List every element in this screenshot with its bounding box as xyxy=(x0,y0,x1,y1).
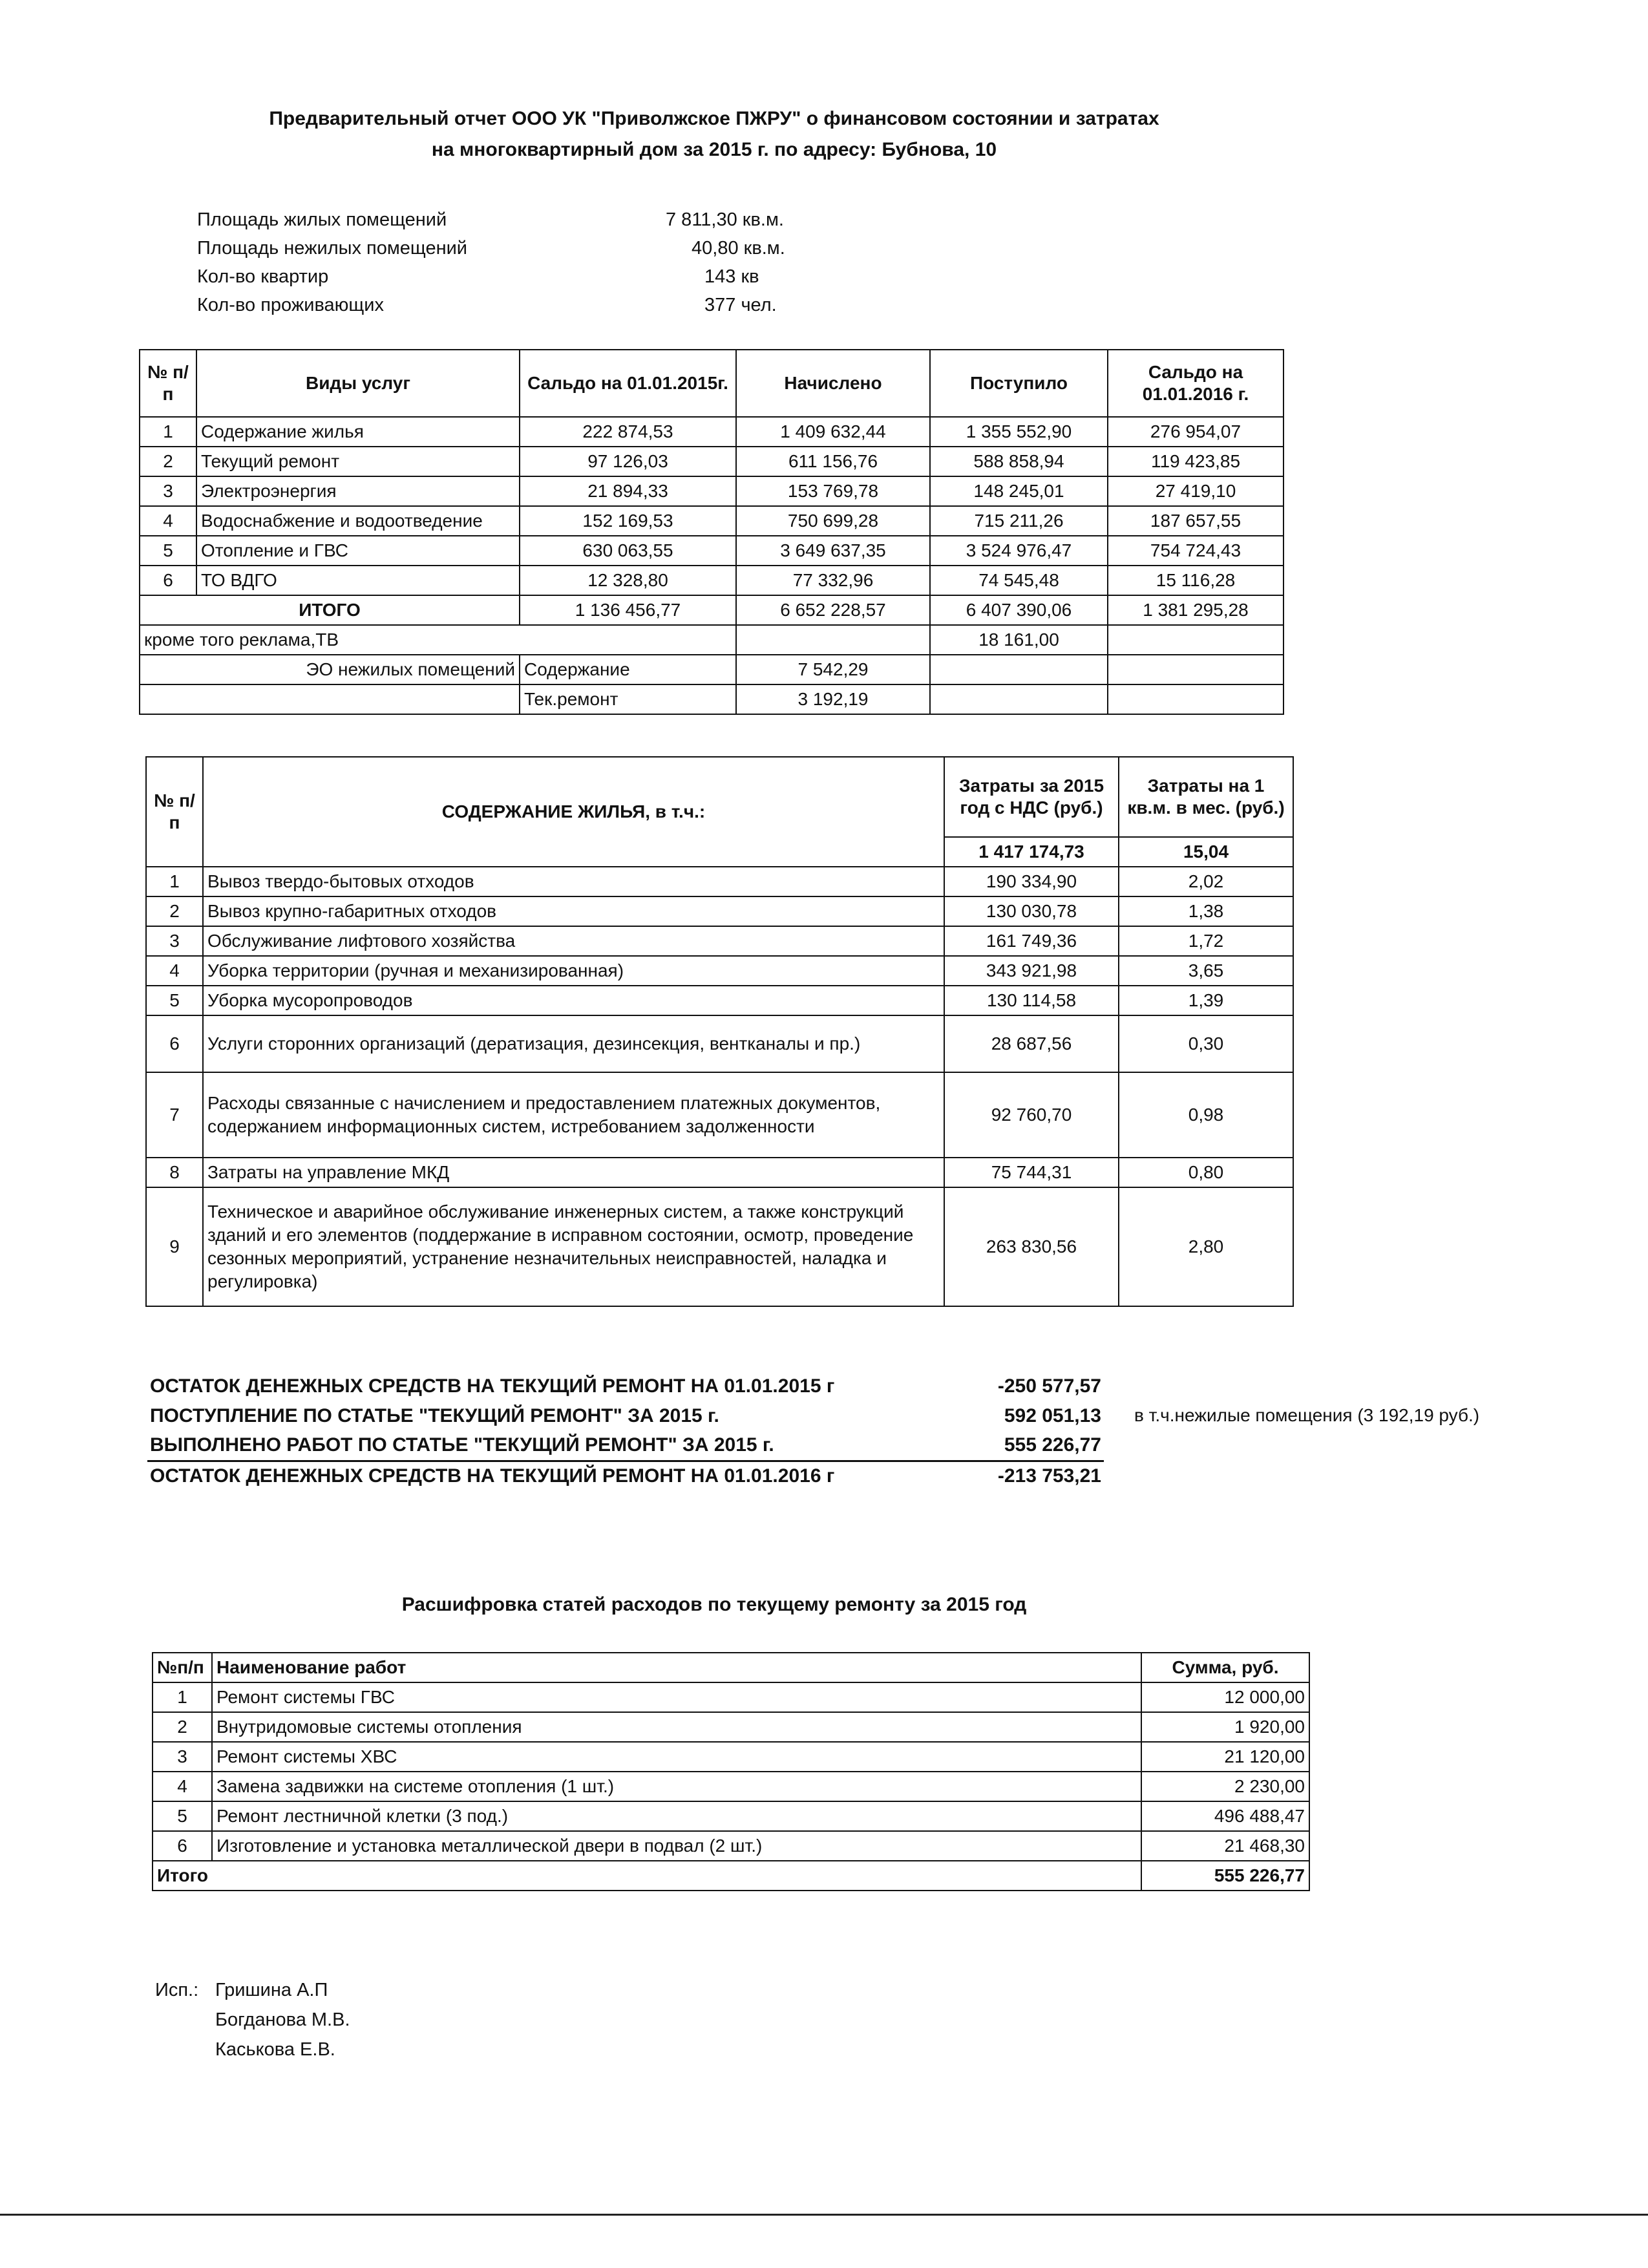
table-row xyxy=(146,956,1293,986)
info-label: Кол-во квартир xyxy=(197,266,329,287)
cell: Техническое и аварийное обслуживание инженерных систем, а также конструкций зданий и его элементов (поддержание в исправном состоянии, осмотр, проведение сезонных мероприятий, устранение незначительных неисправностей, наладка и регулировка) xyxy=(203,1187,944,1306)
cell: 1 xyxy=(140,417,196,447)
cell: 715 211,26 xyxy=(930,506,1108,536)
cell: 2 xyxy=(146,896,203,926)
num-header: № п/п xyxy=(146,757,203,867)
total-label: Итого xyxy=(153,1861,1141,1891)
cell: 12 328,80 xyxy=(520,566,736,595)
cell: 750 699,28 xyxy=(736,506,930,536)
cell: Содержание жилья xyxy=(196,417,520,447)
empty-cell xyxy=(736,625,930,655)
total-per-m2: 15,04 xyxy=(1119,837,1293,867)
cell: 1 409 632,44 xyxy=(736,417,930,447)
cell: 8 xyxy=(146,1158,203,1187)
executor-prefix: Исп.: xyxy=(155,1980,199,2000)
cell: 2,02 xyxy=(1119,867,1293,896)
cell: 754 724,43 xyxy=(1108,536,1284,566)
table-row xyxy=(146,1158,1293,1187)
cell: 15 116,28 xyxy=(1108,566,1284,595)
maintenance-table xyxy=(145,756,1294,1307)
table-header-row xyxy=(140,350,1284,417)
total-charged: 6 652 228,57 xyxy=(736,595,930,625)
cell: 7 xyxy=(146,1072,203,1158)
table-row xyxy=(153,1682,1309,1712)
table-row xyxy=(153,1831,1309,1861)
table-row xyxy=(146,896,1293,926)
cell: 4 xyxy=(153,1772,212,1801)
nonres-repair-row xyxy=(140,684,1284,714)
cell: 3 524 976,47 xyxy=(930,536,1108,566)
cell: 1,38 xyxy=(1119,896,1293,926)
cell: Ремонт системы ХВС xyxy=(212,1742,1141,1772)
bottom-rule xyxy=(0,2214,1648,2216)
cell: 630 063,55 xyxy=(520,536,736,566)
cell: 222 874,53 xyxy=(520,417,736,447)
cell: 190 334,90 xyxy=(944,867,1119,896)
cell: 12 000,00 xyxy=(1141,1682,1309,1712)
cell: 0,30 xyxy=(1119,1015,1293,1072)
report-title-line1: Предварительный отчет ООО УК "Приволжское ПЖРУ" о финансовом состоянии и затратах xyxy=(269,108,1159,129)
services-table xyxy=(139,349,1284,715)
summary-row xyxy=(147,1431,1104,1461)
cell: 2 230,00 xyxy=(1141,1772,1309,1801)
cell: Водоснабжение и водоотведение xyxy=(196,506,520,536)
executor-names xyxy=(215,1975,350,2064)
summary-row xyxy=(147,1401,1104,1431)
repair-note: в т.ч.нежилые помещения (3 192,19 руб.) xyxy=(1134,1405,1480,1425)
cell: Внутридомовые системы отопления xyxy=(212,1712,1141,1742)
total-row xyxy=(140,595,1284,625)
cell: 5 xyxy=(140,536,196,566)
nonres-maint-value: 7 542,29 xyxy=(736,655,930,684)
cell: 6 xyxy=(153,1831,212,1861)
cell: 1 xyxy=(153,1682,212,1712)
cell: 161 749,36 xyxy=(944,926,1119,956)
cell: 27 419,10 xyxy=(1108,476,1284,506)
cell: 5 xyxy=(146,986,203,1015)
cell: 611 156,76 xyxy=(736,447,930,476)
cell: Обслуживание лифтового хозяйства xyxy=(203,926,944,956)
cell: 97 126,03 xyxy=(520,447,736,476)
table-row xyxy=(153,1772,1309,1801)
cell: 1 xyxy=(146,867,203,896)
total-received: 6 407 390,06 xyxy=(930,595,1108,625)
cell: Затраты на управление МКД xyxy=(203,1158,944,1187)
cell: 5 xyxy=(153,1801,212,1831)
cell: 119 423,85 xyxy=(1108,447,1284,476)
cell: Услуги сторонних организаций (дератизация, дезинсекция, вентканалы и пр.) xyxy=(203,1015,944,1072)
cell: 152 169,53 xyxy=(520,506,736,536)
total-cost: 1 417 174,73 xyxy=(944,837,1119,867)
cell: 1 920,00 xyxy=(1141,1712,1309,1742)
table-row xyxy=(140,536,1284,566)
table-row xyxy=(153,1801,1309,1831)
summary-value: -250 577,57 xyxy=(997,1375,1101,1397)
table-header-row xyxy=(146,757,1293,837)
empty-cell xyxy=(1108,625,1284,655)
info-value: 377 чел. xyxy=(704,295,777,315)
empty-cell xyxy=(140,684,520,714)
info-label: Кол-во проживающих xyxy=(197,295,384,315)
col-num-header: № п/п xyxy=(140,350,196,417)
cell: 2,80 xyxy=(1119,1187,1293,1306)
cell: Отопление и ГВС xyxy=(196,536,520,566)
cell: 3 xyxy=(146,926,203,956)
summary-label: ОСТАТОК ДЕНЕЖНЫХ СРЕДСТВ НА ТЕКУЩИЙ РЕМОНТ НА 01.01.2015 г xyxy=(150,1375,835,1397)
cell: 3 xyxy=(140,476,196,506)
table-row xyxy=(146,926,1293,956)
cell: 4 xyxy=(140,506,196,536)
cell: 3 xyxy=(153,1742,212,1772)
cost-header: Затраты за 2015 год с НДС (руб.) xyxy=(944,757,1119,837)
executor-name: Богданова М.В. xyxy=(215,2009,350,2030)
summary-label: ПОСТУПЛЕНИЕ ПО СТАТЬЕ "ТЕКУЩИЙ РЕМОНТ" ЗА 2015 г. xyxy=(150,1405,719,1426)
empty-cell xyxy=(1108,655,1284,684)
cell: 3,65 xyxy=(1119,956,1293,986)
cell: Вывоз твердо-бытовых отходов xyxy=(203,867,944,896)
table-header-row xyxy=(153,1653,1309,1682)
cell: Ремонт системы ГВС xyxy=(212,1682,1141,1712)
col-charged-header: Начислено xyxy=(736,350,930,417)
empty-cell xyxy=(1108,684,1284,714)
summary-value: 555 226,77 xyxy=(1004,1434,1101,1456)
table-row xyxy=(140,417,1284,447)
summary-label: ОСТАТОК ДЕНЕЖНЫХ СРЕДСТВ НА ТЕКУЩИЙ РЕМОНТ НА 01.01.2016 г xyxy=(150,1465,835,1487)
nonres-maint-label: Содержание xyxy=(520,655,736,684)
col-service-header: Виды услуг xyxy=(196,350,520,417)
cell: 2 xyxy=(140,447,196,476)
executor-name: Гришина А.П xyxy=(215,1980,328,2000)
cell: 77 332,96 xyxy=(736,566,930,595)
cell: 28 687,56 xyxy=(944,1015,1119,1072)
repair-summary xyxy=(147,1372,1104,1490)
total-value: 555 226,77 xyxy=(1141,1861,1309,1891)
cell: 6 xyxy=(146,1015,203,1072)
cell: 496 488,47 xyxy=(1141,1801,1309,1831)
cell: Электроэнергия xyxy=(196,476,520,506)
table-row xyxy=(146,1187,1293,1306)
advert-label: кроме того реклама,ТВ xyxy=(140,625,736,655)
summary-row xyxy=(147,1461,1104,1490)
cell: 276 954,07 xyxy=(1108,417,1284,447)
cell: ТО ВДГО xyxy=(196,566,520,595)
cell: 75 744,31 xyxy=(944,1158,1119,1187)
summary-value: 592 051,13 xyxy=(1004,1405,1101,1426)
cell: 1,39 xyxy=(1119,986,1293,1015)
num-header: №п/п xyxy=(153,1653,212,1682)
report-title-line2: на многоквартирный дом за 2015 г. по адресу: Бубнова, 10 xyxy=(431,139,997,160)
cell: 92 760,70 xyxy=(944,1072,1119,1158)
nonres-label: ЭО нежилых помещений xyxy=(140,655,520,684)
summary-label: ВЫПОЛНЕНО РАБОТ ПО СТАТЬЕ "ТЕКУЩИЙ РЕМОНТ" ЗА 2015 г. xyxy=(150,1434,774,1456)
info-value: 143 кв xyxy=(704,266,759,287)
total-saldo-end: 1 381 295,28 xyxy=(1108,595,1284,625)
cell: Вывоз крупно-габаритных отходов xyxy=(203,896,944,926)
info-label: Площадь нежилых помещений xyxy=(197,238,468,259)
cell: 187 657,55 xyxy=(1108,506,1284,536)
info-labels xyxy=(197,206,467,319)
info-label: Площадь жилых помещений xyxy=(197,209,447,230)
executor-name: Каськова Е.В. xyxy=(215,2039,335,2060)
table-row xyxy=(153,1712,1309,1742)
sum-header: Сумма, руб. xyxy=(1141,1653,1309,1682)
info-value: 7 811,30 кв.м. xyxy=(666,209,784,230)
cell: 21 894,33 xyxy=(520,476,736,506)
table-row xyxy=(153,1742,1309,1772)
empty-cell xyxy=(930,684,1108,714)
work-header: Наименование работ xyxy=(212,1653,1141,1682)
summary-value: -213 753,21 xyxy=(997,1465,1101,1487)
cell: Уборка территории (ручная и механизированная) xyxy=(203,956,944,986)
cell: Текущий ремонт xyxy=(196,447,520,476)
repair-breakdown-title: Расшифровка статей расходов по текущему ремонту за 2015 год xyxy=(401,1594,1027,1615)
table-row xyxy=(146,986,1293,1015)
info-value: 40,80 кв.м. xyxy=(692,238,785,259)
cell: 3 649 637,35 xyxy=(736,536,930,566)
nonres-maint-row xyxy=(140,655,1284,684)
cell: 1 355 552,90 xyxy=(930,417,1108,447)
table-row xyxy=(146,867,1293,896)
table-row xyxy=(146,1015,1293,1072)
cell: 6 xyxy=(140,566,196,595)
cell: 130 030,78 xyxy=(944,896,1119,926)
col-received-header: Поступило xyxy=(930,350,1108,417)
nonres-repair-value: 3 192,19 xyxy=(736,684,930,714)
repair-breakdown-table xyxy=(152,1652,1310,1891)
table-row xyxy=(140,566,1284,595)
nonres-repair-label: Тек.ремонт xyxy=(520,684,736,714)
cell: Изготовление и установка металлической двери в подвал (2 шт.) xyxy=(212,1831,1141,1861)
cell: 1,72 xyxy=(1119,926,1293,956)
name-header: СОДЕРЖАНИЕ ЖИЛЬЯ, в т.ч.: xyxy=(203,757,944,867)
cell: Уборка мусоропроводов xyxy=(203,986,944,1015)
per-m2-header: Затраты на 1 кв.м. в мес. (руб.) xyxy=(1119,757,1293,837)
cell: 148 245,01 xyxy=(930,476,1108,506)
info-values xyxy=(653,206,847,319)
cell: 0,80 xyxy=(1119,1158,1293,1187)
cell: 74 545,48 xyxy=(930,566,1108,595)
table-row xyxy=(140,506,1284,536)
cell: Ремонт лестничной клетки (3 под.) xyxy=(212,1801,1141,1831)
advert-received: 18 161,00 xyxy=(930,625,1108,655)
cell: 9 xyxy=(146,1187,203,1306)
cell: 21 120,00 xyxy=(1141,1742,1309,1772)
cell: 21 468,30 xyxy=(1141,1831,1309,1861)
cell: 153 769,78 xyxy=(736,476,930,506)
cell: 4 xyxy=(146,956,203,986)
cell: 130 114,58 xyxy=(944,986,1119,1015)
total-label: ИТОГО xyxy=(140,595,520,625)
col-saldo-start-header: Сальдо на 01.01.2015г. xyxy=(520,350,736,417)
table-row xyxy=(140,476,1284,506)
total-row xyxy=(153,1861,1309,1891)
cell: 343 921,98 xyxy=(944,956,1119,986)
cell: Замена задвижки на системе отопления (1 шт.) xyxy=(212,1772,1141,1801)
cell: 0,98 xyxy=(1119,1072,1293,1158)
advert-row xyxy=(140,625,1284,655)
cell: 2 xyxy=(153,1712,212,1742)
col-saldo-end-header: Сальдо на 01.01.2016 г. xyxy=(1108,350,1284,417)
total-saldo-start: 1 136 456,77 xyxy=(520,595,736,625)
cell: 588 858,94 xyxy=(930,447,1108,476)
table-row xyxy=(146,1072,1293,1158)
empty-cell xyxy=(930,655,1108,684)
cell: 263 830,56 xyxy=(944,1187,1119,1306)
table-row xyxy=(140,447,1284,476)
cell: Расходы связанные с начислением и предоставлением платежных документов, содержанием информационных систем, истребованием задолженности xyxy=(203,1072,944,1158)
summary-row xyxy=(147,1372,1104,1401)
